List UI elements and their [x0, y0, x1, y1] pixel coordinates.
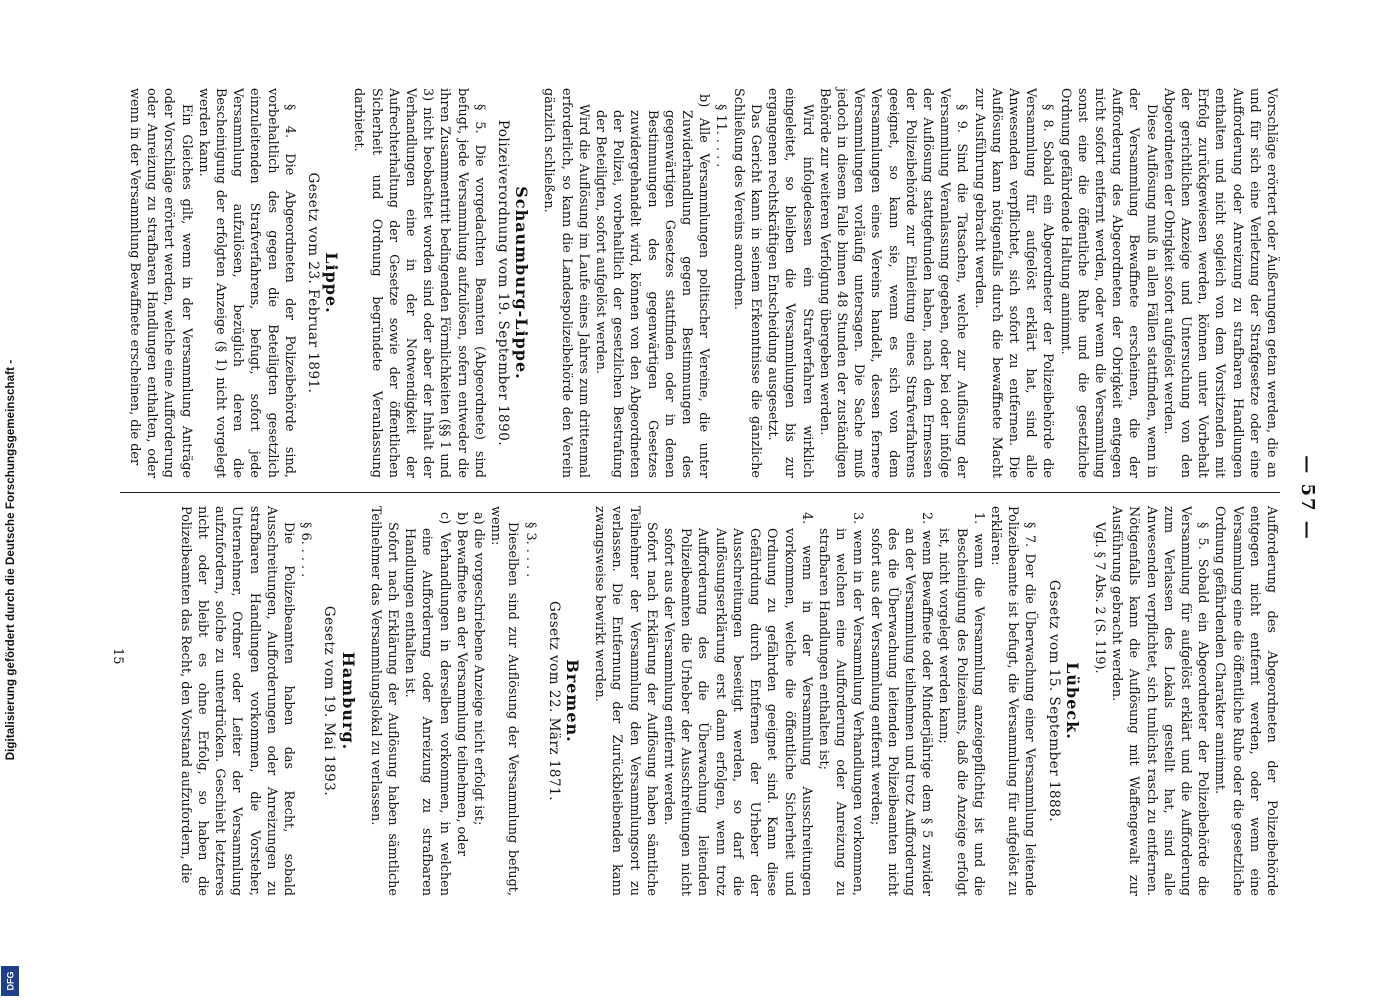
paragraph: Vorschläge erörtert oder Äußerungen getan werden, die an und für sich eine Verletzung der Strafgesetze oder eine Aufforderung oder Anreizung zu strafbaren Handlungen enthalten und nicht sogleich von dem Vorsitzenden mit Erfolg zurückgewiesen werden, können unter Vorbehalt der gerichtlichen Anzeige und Untersuchung von den Abgeordneten der Obrigkeit sofort aufgelöst werden.	[1160, 88, 1279, 478]
paragraph: § 7. Der die Überwachung einer Versammlung leitende Polizeibeamte ist befugt, die Versammlung für aufgelöst zu erklären:	[987, 506, 1038, 896]
paragraph: Wird infolgedessen ein Strafverfahren wirklich eingeleitet, so bleiben die Versammlungen bis zur ergangenen rechtskräftigen Entscheidung ausgesetzt.	[765, 88, 815, 478]
list-item: 2. wenn Bewaffnete oder Minderjährige dem § 5 zuwider an der Versammlung teilnehmen und trotz Aufforderung des die Überwachung leitenden Polizeibeamten nicht sofort aus der Versammlung entfernt werden;	[867, 512, 935, 896]
paragraph: Vgl. § 7 Abs. 2 (S. 119).	[1091, 522, 1107, 674]
section-heading: Schaumburg-Lippe.	[512, 186, 532, 380]
attribution-text: Digitalisierung gefördert durch die Deutsche Forschungsgemeinschaft -	[5, 359, 17, 761]
paragraph: § 9. Sind die Tatsachen, welche zur Auflösung der Versammlung Veranlassung gegeben, oder bei oder infolge der Auflösung stattgefunden haben, nach dem Ermessen der Polizeibehörde zur Einleitung eines Strafverfahrens geeignet, so kann sie, wenn es sich von dem Versammlungen eines Vereins handelt, dessen fernere Versammlungen vorläufig untersagen. Die Sache muß jedoch in diesem Falle binnen 48 Stunden der zuständigen Behörde zur weiteren Verfolgung übergeben werden.	[816, 88, 970, 478]
attribution-strip	[0, 0, 22, 1000]
paragraph: § 11. . . . .	[713, 104, 729, 168]
list-item: a) die vorgeschriebene Anzeige nicht erfolgt ist;	[471, 512, 487, 826]
list-item: c) Verhandlungen in derselben vorkommen, in welchen eine Aufforderung oder Anreizung zu strafbaren Handlungen enthalten ist.	[402, 512, 452, 896]
signature-number: 15	[110, 648, 125, 665]
paragraph: § 8. Sobald ein Abgeordneter der Polizeibehörde die Versammlung für aufgelöst erklärt hat, sind alle Anwesenden verpflichtet, sich sofort zu entfernen. Die Auflösung kann nötigenfalls durch die bewaffnete Macht zur Ausführung gebracht werden.	[971, 88, 1056, 478]
list-item: 1. wenn die Versammlung anzeigepflichtig ist und die Bescheinigung des Polizeiamts, daß die Anzeige erfolgt ist, nicht vorgelegt werden kann;	[936, 512, 986, 896]
paragraph: Sofort nach Erklärung der Auflösung haben sämtliche Teilnehmer der Versammlung den Versammlungsort zu verlassen. Die Entfernung der Zurückbleibenden kann zwangsweise bewirkt werden.	[592, 506, 659, 896]
paragraph: Dieselben sind zur Auflösung der Versammlung befugt, wenn:	[488, 506, 521, 896]
paragraph: § 4. Die Abgeordneten der Polizeibehörde sind, vorbehaltlich des gegen die Beteiligten gesetzlich einzuleitenden Strafverfahrens, befugt, sofort jede Versammlung aufzulösen, bezüglich deren die Bescheinigung der erfolgten Anzeige (§ 1) nicht vorgelegt werden kann.	[195, 88, 297, 478]
scanned-page	[100, 88, 1320, 908]
page-sheet	[100, 88, 1320, 908]
section-heading: Hamburg.	[338, 651, 358, 751]
left-column	[120, 88, 1280, 478]
paragraph: § 6. . . . .	[298, 522, 314, 578]
paragraph: Wird die Auflösung im Laufe eines Jahres zum drittenmal erforderlich, so kann die Landespolizeibehörde den Verein gänzlich schließen.	[541, 88, 591, 478]
paragraph: Diese Auflösung muß in allen Fällen stattfinden, wenn in der Versammlung Bewaffnete erscheinen, die der Aufforderung des Abgeordneten der Obrigkeit entgegen nicht sofort entfernt werden, oder wenn die Versammlung sonst eine die öffentliche Ruhe und die gesetzliche Ordnung gefährdende Haltung annimmt.	[1057, 88, 1159, 478]
paragraph: Aufforderung des Abgeordneten der Polizeibehörde entgegen nicht entfernt werden, oder wenn eine Versammlung eine die öffentliche Ruhe oder die gesetzliche Ordnung gefährdenden Charakter annimmt.	[1212, 506, 1279, 896]
paragraph: § 5. Die vorgedachten Beamten (Abgeordnete) sind befugt, jede Versammlung aufzulösen, sofern entweder die ihren Zusammentritt bedingenden Förmlichkeiten (§§ 1 und 3) nicht beobachtet worden sind oder aber der Inhalt der Verhandlungen eine in der Notwendigkeit der Aufrechterhaltung der Gesetze sowie der öffentlichen Sicherheit und Ordnung begründete Veranlassung darbietet.	[351, 88, 487, 478]
paragraph: b) Alle Versammlungen politischer Vereine, die unter Zuwiderhandlung gegen Bestimmungen des gegenwärtigen Gesetzes stattfinden oder in denen Bestimmungen des gegenwärtigen Gesetzes zuwidergehandelt wird, können von den Abgeordneten der Polizei, vorbehaltlich der gesetzlichen Bestrafung der Beteiligten, sofort aufgelöst werden.	[593, 94, 712, 478]
column-divider	[120, 492, 1280, 493]
section-heading: Lippe.	[322, 252, 342, 314]
list-item: b) Bewaffnete an der Versammlung teilnehmen, oder	[453, 512, 469, 857]
paragraph: § 5. Sobald ein Abgeordneter der Polizeibehörde die Versammlung für aufgelöst erklärt und die Aufforderung zum Verlassen des Lokals gestellt hat, sind alle Anwesenden verpflichtet, sich tunlichst rasch zu entfernen. Nötigenfalls kann die Auflösung mit Waffengewalt zur Ausführung gebracht werden.	[1109, 506, 1211, 896]
paragraph: § 3. . . . .	[522, 522, 538, 578]
paragraph: Die Polizeibeamten haben das Recht, sobald Ausschreitungen, Aufforderungen oder Anreizungen zu strafbaren Handlungen vorkommen, die Vorsteher, Unternehmer, Ordner oder Leiter der Versammlung aufzufordern, solche zu unterdrücken. Geschieht letzteres nicht oder bleibt es ohne Erfolg, so haben die Polizeibeamten das Recht, den Vorstand aufzufordern, die	[177, 506, 297, 896]
dfg-logo: DFG	[1, 966, 19, 996]
law-title: Gesetz vom 19. Mai 1893.	[321, 605, 338, 797]
paragraph: Ein Gleiches gilt, wenn in der Versammlung Anträge oder Vorschläge erörtert werden, welche eine Aufforderung oder Anreizung zu strafbaren Handlungen enthalten, oder wenn in der Versammlung Bewaffnete erscheinen, die der	[127, 88, 194, 478]
law-title: Polizeiverordnung vom 19. September 1890.	[495, 119, 512, 447]
paragraph: Das Gericht kann in seinem Erkenntnisse die gänzliche Schließung des Vereins anordnen.	[730, 88, 763, 478]
law-title: Gesetz vom 22. März 1871.	[545, 600, 562, 801]
law-title: Gesetz vom 15. September 1888.	[1045, 579, 1062, 823]
section-heading: Lübeck.	[1062, 662, 1082, 740]
paragraph: Sofort nach Erklärung der Auflösung haben sämtliche Teilnehmer das Versammlungslokal zu verlassen.	[367, 506, 401, 896]
section-heading: Bremen.	[563, 659, 583, 743]
right-column	[120, 506, 1280, 896]
law-title: Gesetz vom 23. Februar 1891.	[305, 172, 322, 394]
page-number: — 57 —	[1297, 455, 1318, 541]
list-item: 3. wenn in der Versammlung Verhandlungen vorkommen, in welchen eine Aufforderung oder Anreizung zu strafbaren Handlungen enthalten ist;	[815, 512, 866, 896]
list-item: 4. wenn in der Versammlung Ausschreitungen vorkommen, welche die öffentliche Sicherheit und Ordnung zu gefährden geeignet sind. Kann diese Gefährdung durch Entfernen der Urheber der Ausschreitungen beseitigt werden, so darf die Auflösungserklärung erst dann erfolgen, wenn trotz Aufforderung des die Überwachung leitenden Polizeibeamten die Urheber der Ausschreitungen nicht sofort aus der Versammlung entfernt werden.	[661, 512, 814, 896]
